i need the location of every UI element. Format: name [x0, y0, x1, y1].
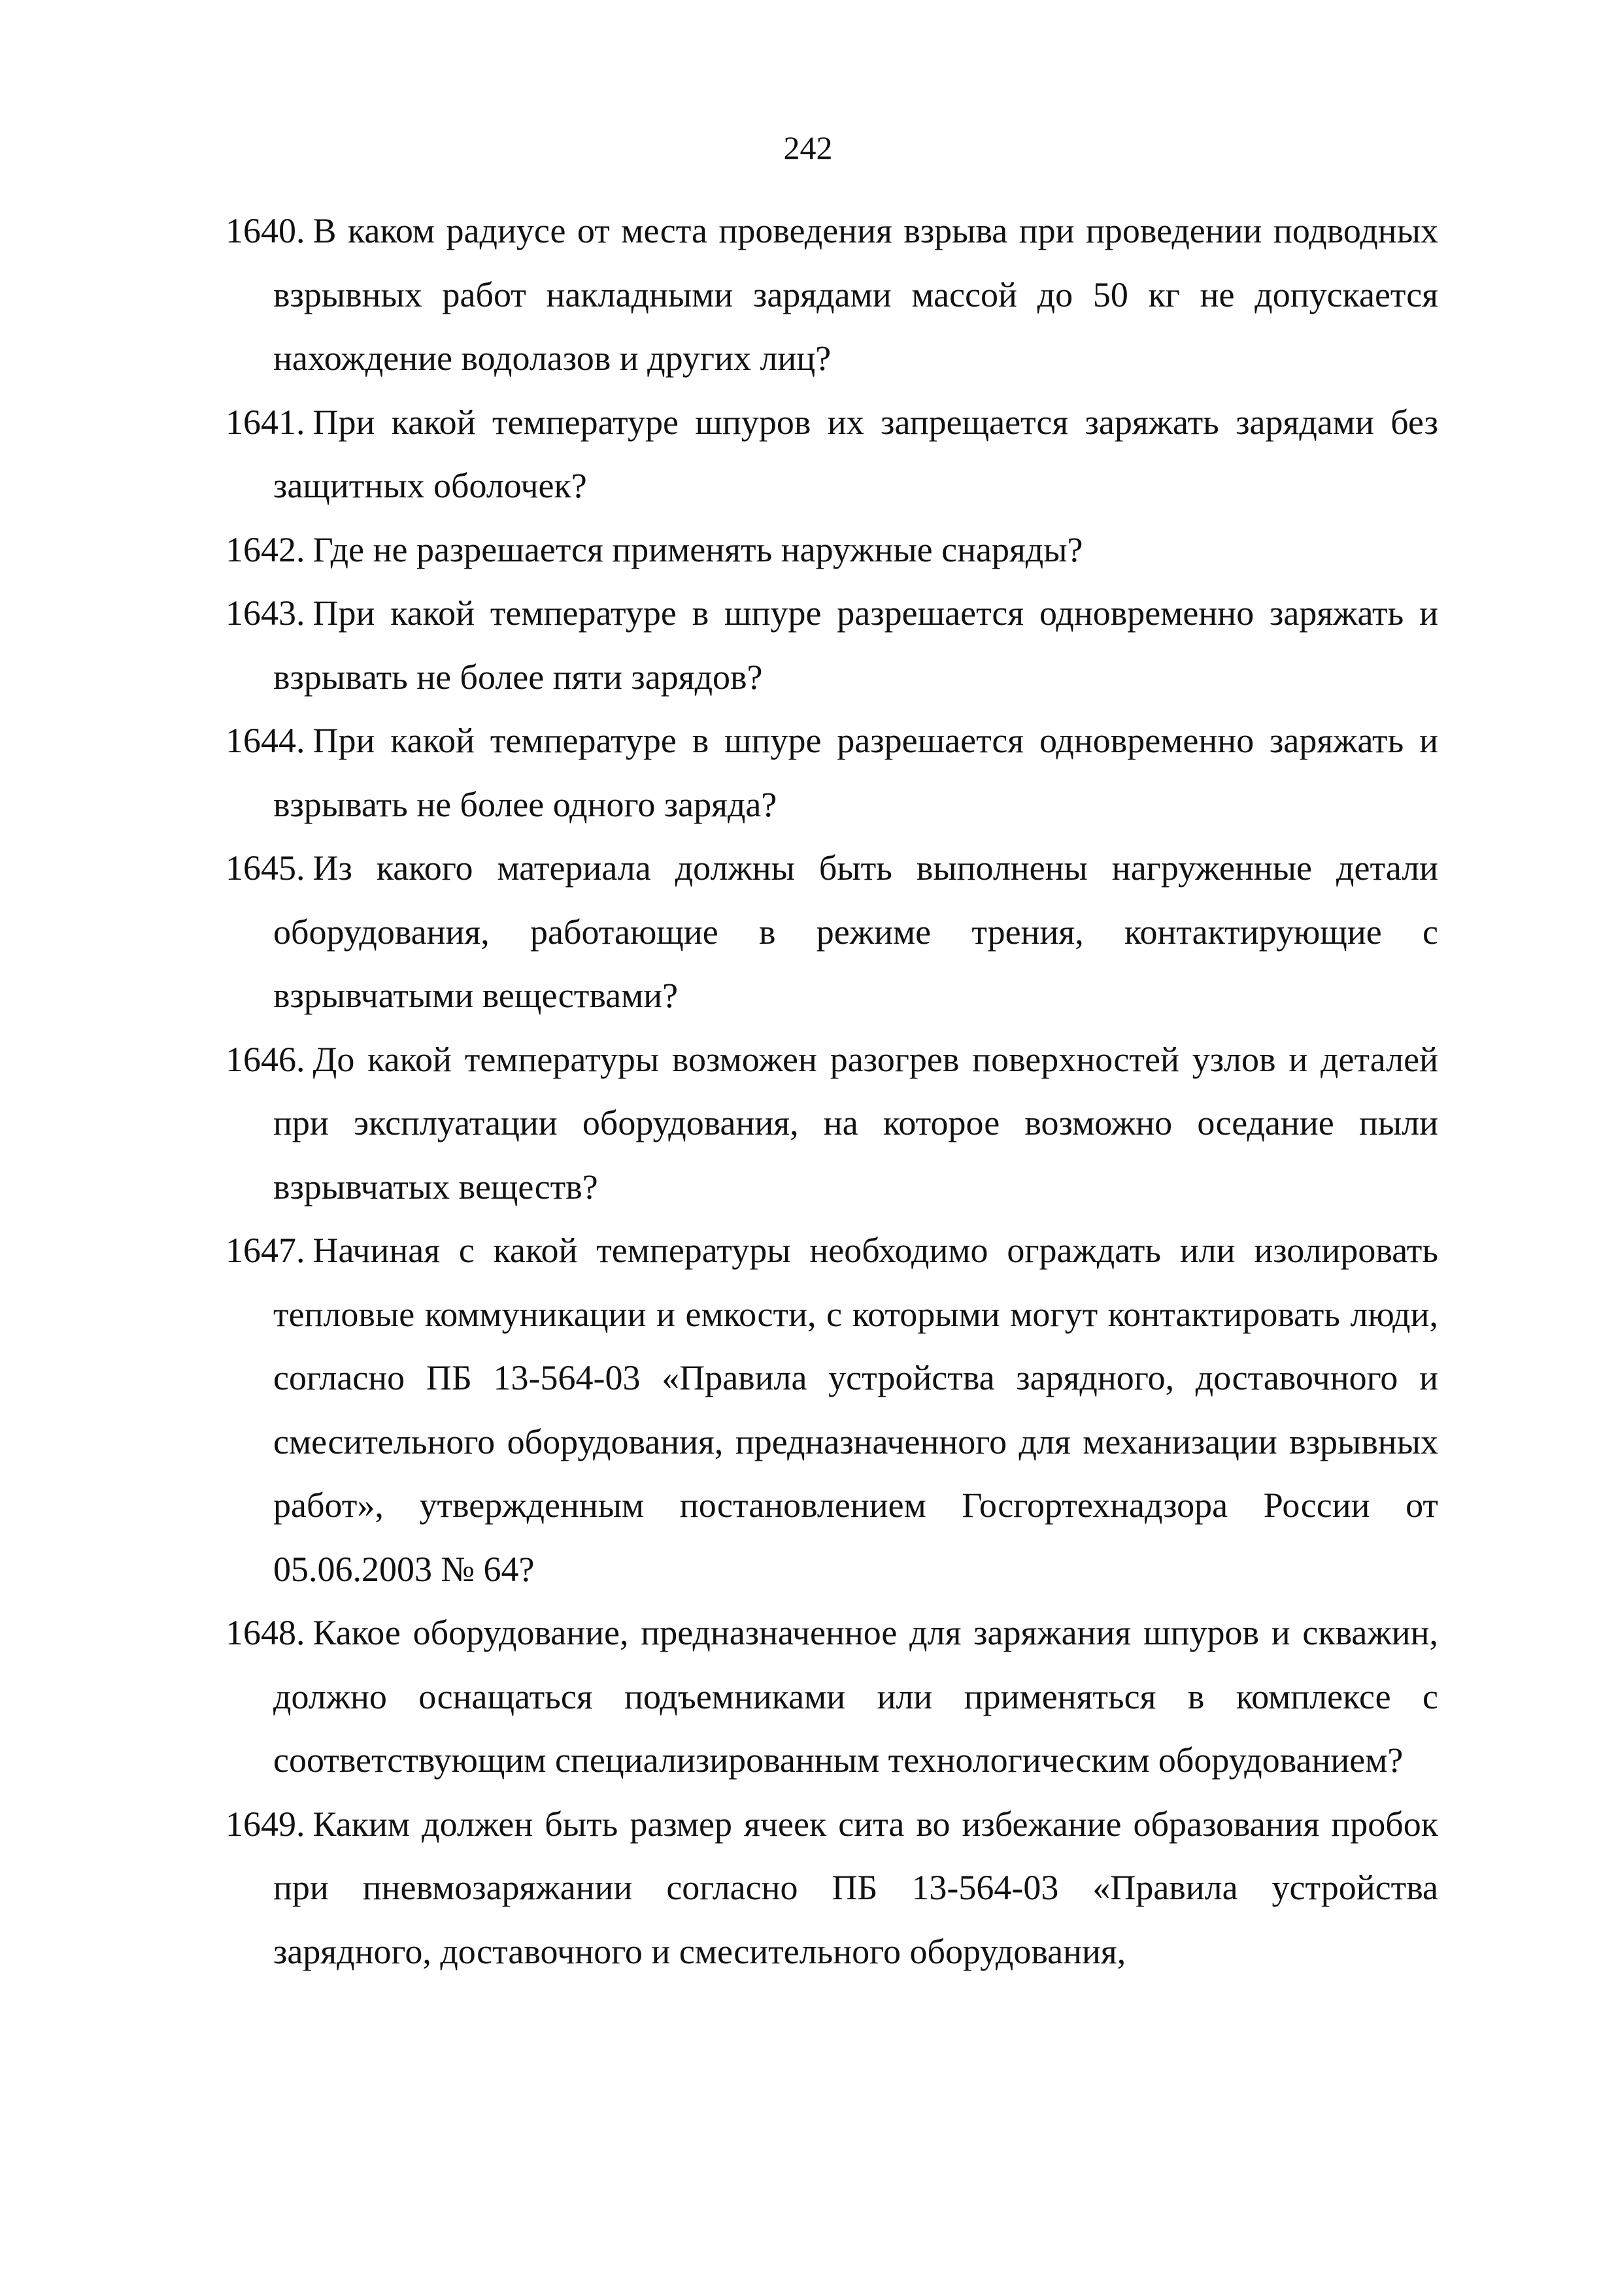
question-item — [226, 391, 1438, 518]
question-number: 1640. — [226, 211, 305, 250]
question-text: Где не разрешается применять наружные снаряды? — [312, 529, 1083, 569]
question-list — [226, 199, 1438, 1984]
question-item — [226, 582, 1438, 709]
question-item — [226, 1219, 1438, 1601]
question-text: Каким должен быть размер ячеек сита во избежание образования пробок при пневмозаряжании согласно ПБ 13-564-03 «Правила устройства зарядного, доставочного и смесительного оборудования, — [273, 1804, 1438, 1971]
question-item — [226, 1028, 1438, 1220]
question-number: 1646. — [226, 1039, 305, 1079]
question-item — [226, 199, 1438, 391]
question-text: Из какого материала должны быть выполнены нагруженные детали оборудования, работающие в режиме трения, контактирующие с взрывчатыми веществами? — [273, 848, 1438, 1015]
question-number: 1641. — [226, 402, 305, 442]
question-item — [226, 1601, 1438, 1793]
question-item — [226, 837, 1438, 1028]
question-text: При какой температуре в шпуре разрешается одновременно заряжать и взрывать не более одного заряда? — [273, 721, 1438, 824]
question-text: Начиная с какой температуры необходимо ограждать или изолировать тепловые коммуникации и емкости, с которыми могут контактировать люди, согласно ПБ 13-564-03 «Правила устройства зарядного, доставочного и смесительного оборудования, предназначенного для механизации взрывных работ», утвержденным постановлением Госгортехнадзора России от 05.06.2003 № 64? — [273, 1231, 1438, 1589]
question-text: В каком радиусе от места проведения взрыва при проведении подводных взрывных работ накладными зарядами массой до 50 кг не допускается нахождение водолазов и других лиц? — [273, 211, 1438, 378]
question-text: До какой температуры возможен разогрев поверхностей узлов и деталей при эксплуатации оборудования, на которое возможно оседание пыли взрывчатых веществ? — [273, 1039, 1438, 1206]
question-text: Какое оборудование, предназначенное для заряжания шпуров и скважин, должно оснащаться подъемниками или применяться в комплексе с соответствующим специализированным технологическим оборудованием? — [273, 1613, 1438, 1780]
question-number: 1643. — [226, 593, 305, 633]
question-number: 1642. — [226, 529, 305, 569]
question-number: 1645. — [226, 848, 305, 888]
question-item — [226, 518, 1438, 582]
question-item — [226, 709, 1438, 837]
question-text: При какой температуре в шпуре разрешается одновременно заряжать и взрывать не более пяти зарядов? — [273, 593, 1438, 697]
question-number: 1644. — [226, 721, 305, 760]
question-number: 1648. — [226, 1613, 305, 1652]
question-item — [226, 1793, 1438, 1984]
question-number: 1649. — [226, 1804, 305, 1844]
page-number: 242 — [783, 129, 833, 166]
question-text: При какой температуре шпуров их запрещается заряжать зарядами без защитных оболочек? — [273, 402, 1438, 505]
question-number: 1647. — [226, 1231, 305, 1270]
